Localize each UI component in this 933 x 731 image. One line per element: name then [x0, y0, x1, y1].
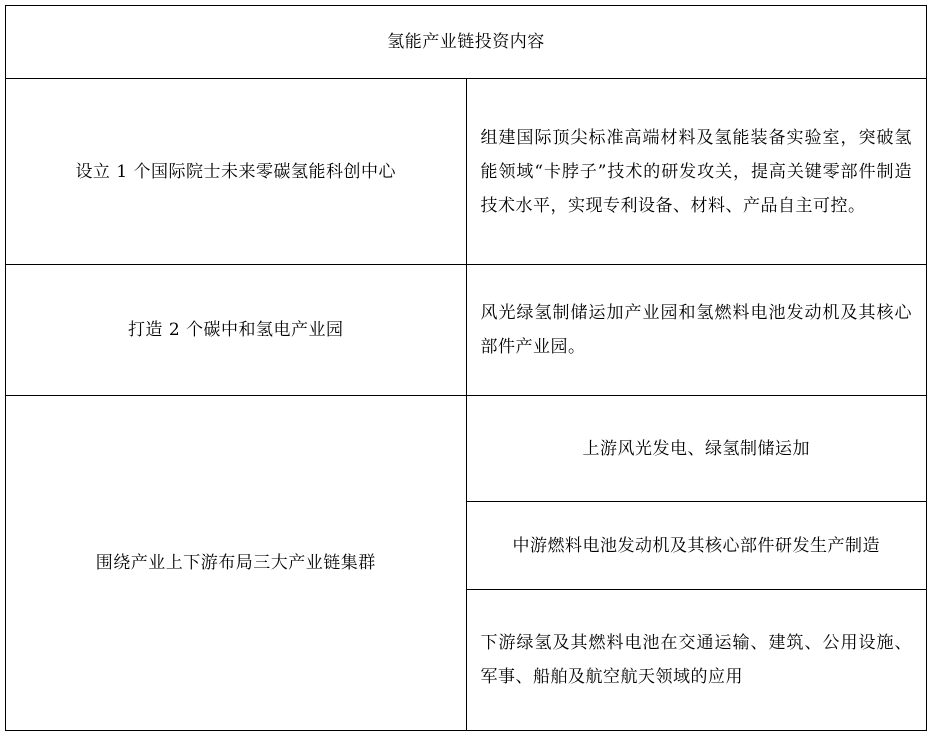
row-label-1: 打造 2 个碳中和氢电产业园 [6, 265, 467, 396]
table-row [6, 79, 927, 265]
row-content-2-0: 上游风光发电、绿氢制储运加 [466, 396, 927, 502]
table-title: 氢能产业链投资内容 [6, 6, 927, 79]
row-content-2-2: 下游绿氢及其燃料电池在交通运输、建筑、公用设施、军事、船舶及航空航天领域的应用 [466, 590, 927, 731]
row-content-2-1: 中游燃料电池发动机及其核心部件研发生产制造 [466, 502, 927, 590]
row-label-0: 设立 1 个国际院士未来零碳氢能科创中心 [6, 79, 467, 265]
investment-table [5, 5, 927, 731]
row-label-2: 围绕产业上下游布局三大产业链集群 [6, 396, 467, 731]
document-page [0, 5, 933, 687]
row-content-1-0: 风光绿氢制储运加产业园和氢燃料电池发动机及其核心部件产业园。 [466, 265, 927, 396]
row-content-0-0: 组建国际顶尖标准高端材料及氢能装备实验室，突破氢能领域“卡脖子”技术的研发攻关，提高关键零部件制造技术水平，实现专利设备、材料、产品自主可控。 [466, 79, 927, 265]
table-title-row [6, 6, 927, 79]
table-row [6, 396, 927, 502]
table-row [6, 265, 927, 396]
